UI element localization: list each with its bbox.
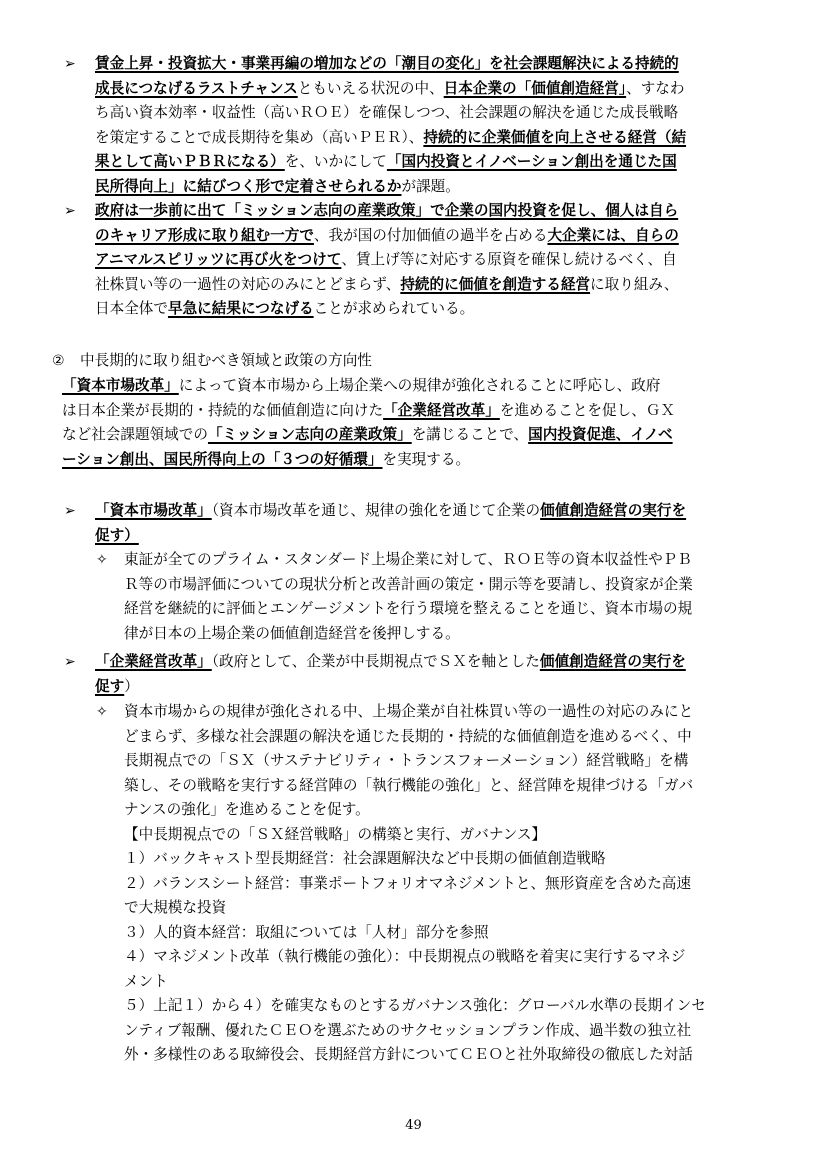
- emphasized-text: ーション創出、国民所得向上の「３つの好循環」: [62, 450, 383, 468]
- text-run: を実現する。: [382, 450, 471, 468]
- text-run: 日本全体で: [95, 300, 168, 317]
- text-line: [95, 273, 679, 298]
- text-line: [95, 499, 686, 524]
- text-line: [95, 675, 686, 700]
- arrow-bullet-icon: ➢: [64, 203, 76, 219]
- text-line: [124, 1043, 706, 1068]
- text-run: ）: [124, 677, 139, 695]
- emphasized-text: 「企業経営改革」: [383, 401, 500, 419]
- text-line: [62, 374, 675, 399]
- emphasized-text: アニマルスピリッツに再び火をつけて: [95, 251, 342, 268]
- bullet-corporate-management-reform: [95, 650, 686, 699]
- diamond-bullet-icon: ✧: [96, 552, 108, 568]
- sub-bullet-sx-strategy: [124, 700, 706, 1068]
- text-run: に取り組み、: [590, 275, 679, 293]
- text-run: ンティブ報酬、優れたＣＥＯを選ぶためのサクセッションプラン作成、過半数の独立社: [124, 1021, 692, 1039]
- text-run: を策定することで成長期待を集め（高いＰＥＲ）、: [95, 128, 424, 146]
- text-line: [62, 399, 675, 424]
- text-line: [124, 749, 706, 774]
- text-run: によって資本市場から上場企業への規律が強化されることに呼応し、政府: [178, 377, 661, 394]
- text-run: 資本市場からの規律が強化される中、上場企業が自社株買い等の一過性の対応のみにと: [124, 703, 694, 720]
- arrow-bullet-icon: ➢: [64, 654, 76, 670]
- text-run: は日本企業が長期的・持続的な価値創造に向けた: [62, 401, 384, 419]
- emphasized-text: 賃金上昇・投資拡大・事業再編の増加などの「潮目の変化」を社会課題解決による持続的: [95, 55, 679, 72]
- text-run: 経営を継続的に評価とエンゲージメントを行う環境を整えることを通じ、資本市場の規: [124, 600, 693, 617]
- bullet-paragraph-2: [95, 199, 679, 322]
- text-line: [95, 77, 686, 102]
- text-line: [124, 872, 706, 897]
- text-run: など社会課題領域での: [62, 426, 208, 443]
- text-line: [124, 798, 706, 823]
- emphasized-text: 国内投資促進、イノベ: [528, 426, 673, 443]
- text-run: ともいえる状況の中、: [297, 79, 444, 97]
- emphasized-text: 成長につなげるラストチャンス: [95, 79, 298, 97]
- text-line: [95, 101, 686, 126]
- text-line: [124, 597, 693, 622]
- arrow-bullet-icon: ➢: [64, 503, 76, 519]
- text-line: [124, 700, 706, 725]
- emphasized-text: 果として高いＰＢＲになる）: [95, 153, 285, 170]
- text-line: [62, 448, 675, 473]
- bullet-capital-market-reform: [95, 499, 686, 548]
- text-run: Ｒ等の市場評価についての現状分析と改善計画の策定・開示等を要請し、投資家が企業: [124, 575, 693, 593]
- text-run: で大規模な投資: [124, 899, 227, 916]
- text-line: [124, 1019, 706, 1044]
- text-line: [95, 150, 686, 175]
- text-run: 外・多様性のある取締役会、長期経営方針についてＣＥＯと社外取締役の徹底した対話: [124, 1046, 693, 1063]
- text-line: [95, 524, 686, 549]
- emphasized-text: 「ミッション志向の産業政策」: [207, 426, 412, 443]
- text-line: [95, 650, 686, 675]
- text-line: [124, 847, 706, 872]
- text-run: ５）上記１）から４）を確実なものとするガバナンス強化：グローバル水準の長期インセ: [124, 997, 706, 1014]
- text-run: 律が日本の上場企業の価値創造経営を後押しする。: [124, 624, 460, 642]
- text-run: を講じることで、: [411, 426, 529, 443]
- arrow-bullet-icon: ➢: [64, 56, 76, 72]
- emphasized-text: 政府は一歩前に出て「ミッション志向の産業政策」で企業の国内投資を促し、個人は自ら: [95, 202, 679, 219]
- text-line: [124, 622, 693, 647]
- emphasized-text: 価値創造経営の実行を: [540, 502, 687, 519]
- text-line: [124, 921, 706, 946]
- text-run: ち高い資本効率・収益性（高いＲＯＥ）を確保しつつ、社会課題の解決を通じた成長戦略: [95, 104, 679, 121]
- text-line: [124, 823, 706, 848]
- text-line: [124, 970, 706, 995]
- emphasized-text: 大企業には、自らの: [547, 226, 679, 244]
- emphasized-text: 日本企業の「価値創造経営」: [443, 79, 627, 97]
- text-run: が課題。: [401, 177, 460, 195]
- text-line: [95, 199, 679, 224]
- text-run: 東証が全てのプライム・スタンダード上場企業に対して、ＲＯＥ等の資本収益性やＰＢ: [124, 551, 692, 568]
- text-run: ４）マネジメント改革（執行機能の強化）：中長期視点の戦略を着実に実行するマネジ: [124, 948, 686, 965]
- diamond-bullet-icon: ✧: [96, 704, 108, 720]
- text-line: [62, 423, 675, 448]
- text-run: １）バックキャスト型長期経営：社会課題解決など中長期の価値創造戦略: [124, 850, 606, 867]
- text-run: ナンスの強化」を進めることを促す。: [124, 801, 370, 818]
- emphasized-text: 「資本市場改革」: [95, 502, 212, 519]
- text-run: 、すなわ: [626, 79, 685, 97]
- text-line: [124, 548, 693, 573]
- text-run: 社株買い等の一過性の対応のみにとどまらず、: [95, 275, 401, 293]
- emphasized-text: のキャリア形成に取り組む一方で: [95, 226, 314, 244]
- text-line: [95, 248, 679, 273]
- text-run: どまらず、多様な社会課題の解決を通じた長期的・持続的な価値創造を進めるべく、中: [124, 727, 692, 745]
- section-intro-paragraph: [62, 374, 675, 472]
- text-run: 【中長期視点での「ＳＸ経営戦略」の構築と実行、ガバナンス】: [124, 825, 547, 843]
- sub-bullet-tse: [124, 548, 693, 646]
- text-run: を、いかにして: [284, 153, 387, 170]
- text-line: [124, 774, 706, 799]
- text-line: [95, 126, 686, 151]
- text-run: を進めることを促し、ＧＸ: [499, 401, 675, 419]
- text-line: [124, 994, 706, 1019]
- emphasized-text: 民所得向上」に結びつく形で定着させられるか: [95, 177, 402, 195]
- emphasized-text: 促す: [95, 677, 125, 695]
- text-line: [124, 573, 693, 598]
- emphasized-text: 「国内投資とイノベーション創出を通じた国: [386, 153, 677, 170]
- section-heading: 中長期的に取り組むべき領域と政策の方向性: [80, 352, 372, 369]
- text-run: ことが求められている。: [313, 300, 475, 317]
- text-run: ３）人的資本経営：取組については「人材」部分を参照: [124, 923, 489, 941]
- emphasized-text: 促す）: [95, 526, 139, 544]
- text-run: 長期視点での「ＳＸ（サステナビリティ・トランスフォーメーション）経営戦略」を構: [124, 752, 689, 769]
- text-line: [95, 224, 679, 249]
- circled-number-icon: ②: [52, 353, 65, 369]
- text-line: [124, 725, 706, 750]
- text-line: [95, 175, 686, 200]
- text-run: ２）バランスシート経営：事業ポートフォリオマネジメントと、無形資産を含めた高速: [124, 874, 691, 892]
- text-line: [95, 52, 686, 77]
- bullet-paragraph-1: [95, 52, 686, 199]
- text-line: [124, 945, 706, 970]
- emphasized-text: 早急に結果につなげる: [167, 300, 314, 317]
- emphasized-text: 持続的に価値を創造する経営: [400, 275, 591, 293]
- emphasized-text: 持続的に企業価値を向上させる経営（結: [423, 128, 687, 146]
- emphasized-text: 「企業経営改革」: [95, 653, 212, 670]
- emphasized-text: 価値創造経営の実行を: [539, 653, 686, 670]
- text-run: 、我が国の付加価値の過半を占める: [313, 226, 548, 244]
- text-run: 、賃上げ等に対応する原資を確保し続けるべく、自: [341, 251, 677, 268]
- text-line: [95, 297, 679, 322]
- text-run: （資本市場改革を通じ、規律の強化を通じて企業の: [211, 502, 541, 519]
- emphasized-text: 「資本市場改革」: [62, 377, 179, 394]
- text-line: [124, 896, 706, 921]
- text-run: （政府として、企業が中長期視点でＳＸを軸とした: [211, 653, 540, 670]
- text-run: 築し、その戦略を実行する経営陣の「執行機能の強化」と、経営陣を規律づける「ガバ: [124, 776, 694, 794]
- text-run: メント: [124, 972, 168, 990]
- page-number: 49: [405, 1118, 422, 1133]
